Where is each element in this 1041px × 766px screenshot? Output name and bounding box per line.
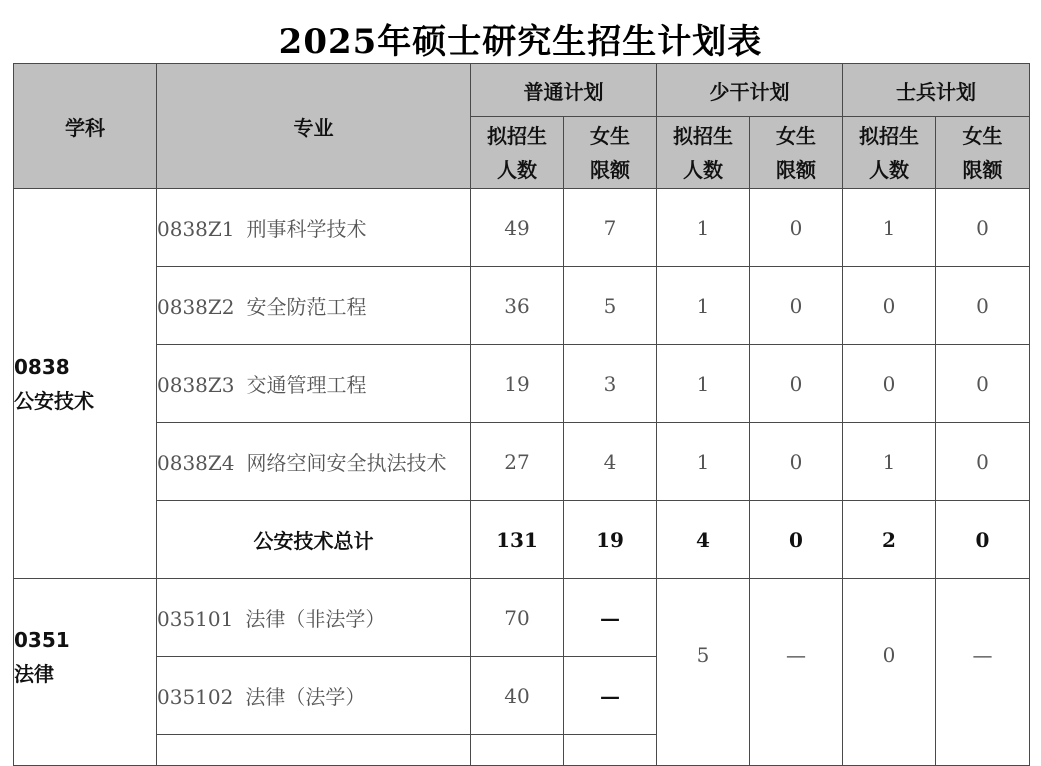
major-cell: 0838Z1 刑事科学技术	[157, 189, 471, 267]
header-planned: 拟招生 人数	[843, 117, 936, 189]
value-cell: 7	[564, 189, 657, 267]
value-cell: 1	[657, 267, 750, 345]
page-title: 2025年硕士研究生招生计划表	[278, 22, 763, 62]
major-cell: 0838Z4 网络空间安全执法技术	[157, 423, 471, 501]
value-cell: 40	[471, 657, 564, 735]
value-cell: 4	[564, 423, 657, 501]
value-cell: —	[750, 579, 843, 766]
value-cell: 1	[843, 423, 936, 501]
value-cell: 0	[750, 267, 843, 345]
header-female: 女生 限额	[936, 117, 1030, 189]
value-cell: —	[936, 579, 1030, 766]
total-cell: 19	[564, 501, 657, 579]
subject-cell: 0351 法律	[14, 579, 157, 766]
total-cell: 2	[843, 501, 936, 579]
header-major: 专业	[157, 64, 471, 189]
value-cell: 0	[750, 189, 843, 267]
empty-cell	[157, 735, 471, 766]
value-cell: 3	[564, 345, 657, 423]
table-row	[14, 579, 1030, 657]
table-row	[14, 423, 1030, 501]
value-cell: —	[564, 579, 657, 657]
header-group-minority: 少干计划	[657, 64, 843, 117]
total-cell: 0	[750, 501, 843, 579]
header-group-regular: 普通计划	[471, 64, 657, 117]
value-cell: 49	[471, 189, 564, 267]
total-cell: 4	[657, 501, 750, 579]
header-planned: 拟招生 人数	[471, 117, 564, 189]
empty-cell	[471, 735, 564, 766]
header-planned: 拟招生 人数	[657, 117, 750, 189]
value-cell: 1	[657, 345, 750, 423]
value-cell: 5	[564, 267, 657, 345]
total-cell: 131	[471, 501, 564, 579]
major-cell: 035102 法律（法学）	[157, 657, 471, 735]
value-cell: 0	[843, 345, 936, 423]
value-cell: 0	[936, 345, 1030, 423]
total-cell: 0	[936, 501, 1030, 579]
value-cell: 0	[936, 423, 1030, 501]
total-label: 公安技术总计	[157, 501, 471, 579]
value-cell: 0	[750, 423, 843, 501]
value-cell: 19	[471, 345, 564, 423]
value-cell: 0	[843, 267, 936, 345]
major-cell: 0838Z3 交通管理工程	[157, 345, 471, 423]
table-row	[14, 345, 1030, 423]
header-subject: 学科	[14, 64, 157, 189]
table-row	[14, 267, 1030, 345]
total-row	[14, 501, 1030, 579]
value-cell: 70	[471, 579, 564, 657]
value-cell: 0	[750, 345, 843, 423]
value-cell: 1	[843, 189, 936, 267]
table-row	[14, 189, 1030, 267]
value-cell: 0	[936, 189, 1030, 267]
empty-cell	[564, 735, 657, 766]
value-cell: 5	[657, 579, 750, 766]
subject-cell: 0838 公安技术	[14, 189, 157, 579]
header-group-soldier: 士兵计划	[843, 64, 1030, 117]
header-female: 女生 限额	[750, 117, 843, 189]
value-cell: 27	[471, 423, 564, 501]
header-female: 女生 限额	[564, 117, 657, 189]
value-cell: —	[564, 657, 657, 735]
major-cell: 0838Z2 安全防范工程	[157, 267, 471, 345]
value-cell: 36	[471, 267, 564, 345]
enrollment-plan-table	[13, 63, 1030, 766]
value-cell: 1	[657, 189, 750, 267]
major-cell: 035101 法律（非法学）	[157, 579, 471, 657]
value-cell: 0	[843, 579, 936, 766]
value-cell: 0	[936, 267, 1030, 345]
value-cell: 1	[657, 423, 750, 501]
